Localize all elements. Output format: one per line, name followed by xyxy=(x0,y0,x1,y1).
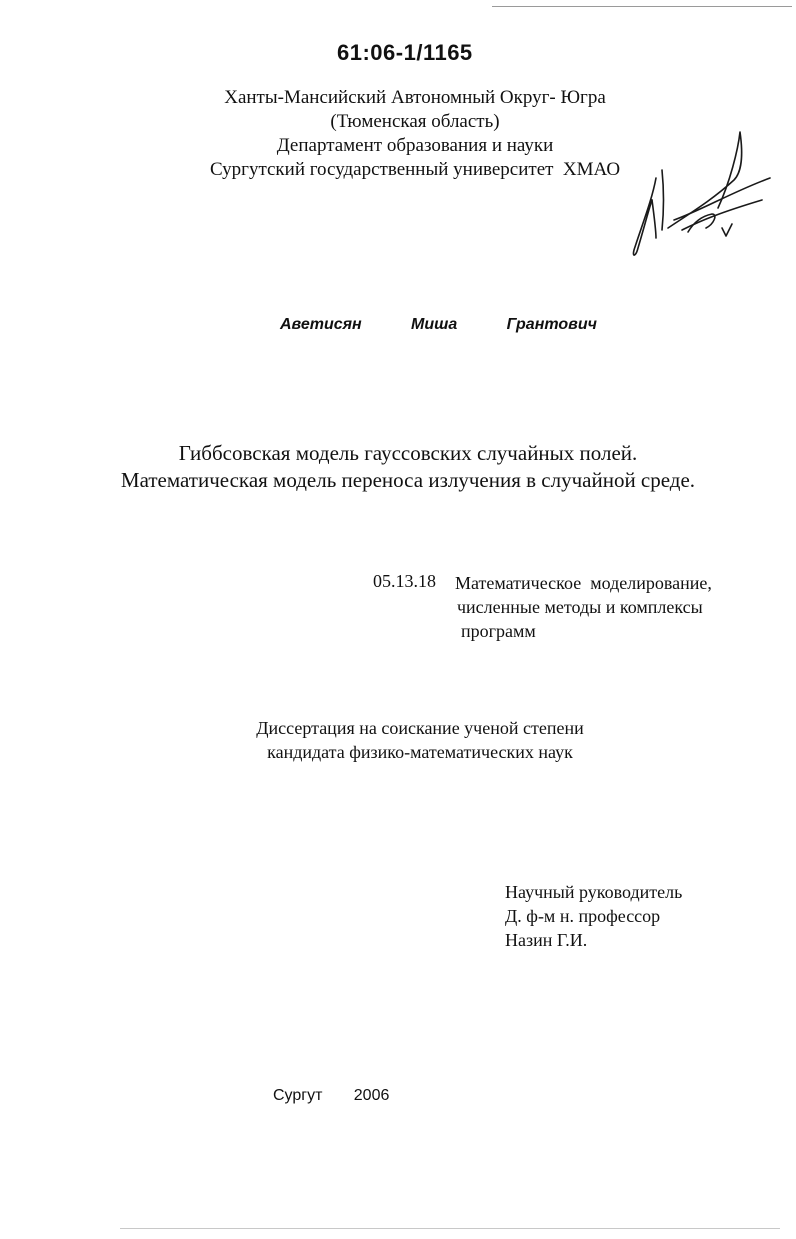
degree-line-1: Диссертация на соискание ученой степени xyxy=(256,718,584,738)
header-region: Ханты-Мансийский Автономный Округ- Югра xyxy=(224,87,606,108)
degree-statement xyxy=(200,716,640,764)
signature-icon xyxy=(622,120,782,270)
place-and-year: Сургут 2006 xyxy=(273,1087,390,1104)
supervisor-info xyxy=(505,880,682,952)
header-department: Департамент образования и науки xyxy=(276,135,554,156)
scan-edge-mark-top xyxy=(492,6,792,7)
scan-edge-mark-bottom xyxy=(120,1228,780,1229)
header-oblast: (Тюменская область) xyxy=(330,111,500,132)
supervisor-title: Д. ф-м н. профессор xyxy=(505,906,661,926)
dissertation-title xyxy=(90,440,726,494)
specialty-name xyxy=(455,571,712,643)
specialty-line-2: численные методы и комплексы xyxy=(457,597,703,617)
registration-number: 61:06-1/1165 xyxy=(337,40,473,65)
header-university: Сургутский государственный университет ХМАО xyxy=(209,159,621,180)
supervisor-role: Научный руководитель xyxy=(505,882,683,902)
title-line-1: Гиббсовская модель гауссовских случайных полей. xyxy=(178,441,638,465)
author-name: Аветисян Миша Грантович xyxy=(280,316,597,333)
institution-header xyxy=(180,86,650,182)
supervisor-name: Назин Г.И. xyxy=(505,930,588,950)
specialty-line-3: программ xyxy=(461,621,536,641)
specialty-code: 05.13.18 xyxy=(373,571,436,591)
title-line-2: Математическая модель переноса излучения в случайной среде. xyxy=(120,468,696,492)
specialty-line-1: Математическое моделирование, xyxy=(455,573,712,593)
degree-line-2: кандидата физико-математических наук xyxy=(267,742,573,762)
